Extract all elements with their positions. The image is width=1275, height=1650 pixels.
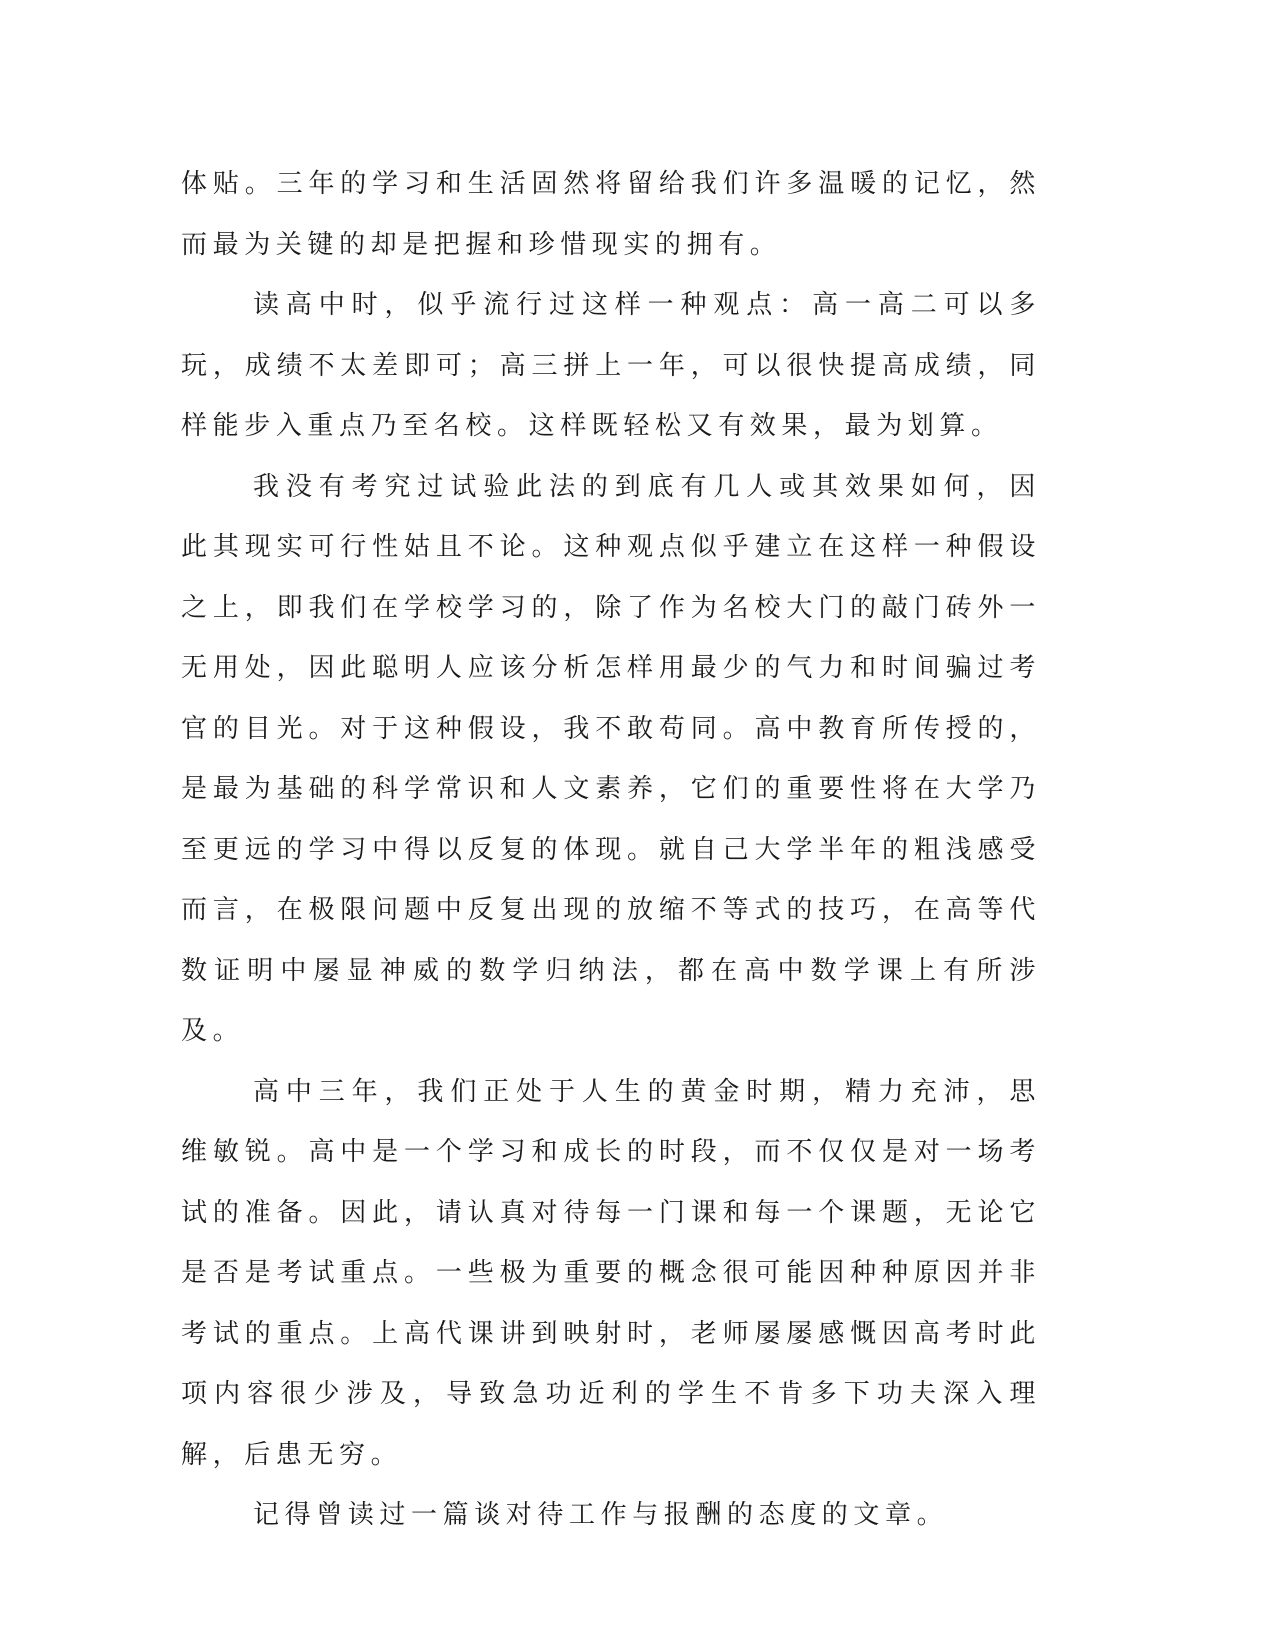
- paragraph-2: 读高中时，似乎流行过这样一种观点：高一高二可以多玩，成绩不太差即可；高三拼上一年，可以很快提高成绩，同样能步入重点乃至名校。这样既轻松又有效果，最为划算。: [181, 290, 1041, 441]
- paragraph-5: 记得曾读过一篇谈对待工作与报酬的态度的文章。: [253, 1500, 949, 1530]
- document-body: [181, 154, 1041, 1546]
- paragraph-3: 我没有考究过试验此法的到底有几人或其效果如何，因此其现实可行性姑且不论。这种观点似乎建立在这样一种假设之上，即我们在学校学习的，除了作为名校大门的敲门砖外一无用处，因此聪明人应该分析怎样用最少的气力和时间骗过考官的目光。对于这种假设，我不敢苟同。高中教育所传授的，是最为基础的科学常识和人文素养，它们的重要性将在大学乃至更远的学习中得以反复的体现。就自己大学半年的粗浅感受而言，在极限问题中反复出现的放缩不等式的技巧，在高等代数证明中屡显神威的数学归纳法，都在高中数学课上有所涉及。: [181, 471, 1041, 1046]
- paragraph-1: 体贴。三年的学习和生活固然将留给我们许多温暖的记忆，然而最为关键的却是把握和珍惜现实的拥有。: [181, 169, 1041, 260]
- paragraph-4: 高中三年，我们正处于人生的黄金时期，精力充沛，思维敏锐。高中是一个学习和成长的时段，而不仅仅是对一场考试的准备。因此，请认真对待每一门课和每一个课题，无论它是否是考试重点。一些极为重要的概念很可能因种种原因并非考试的重点。上高代课讲到映射时，老师屡屡感慨因高考时此项内容很少涉及，导致急功近利的学生不肯多下功夫深入理解，后患无穷。: [181, 1076, 1041, 1470]
